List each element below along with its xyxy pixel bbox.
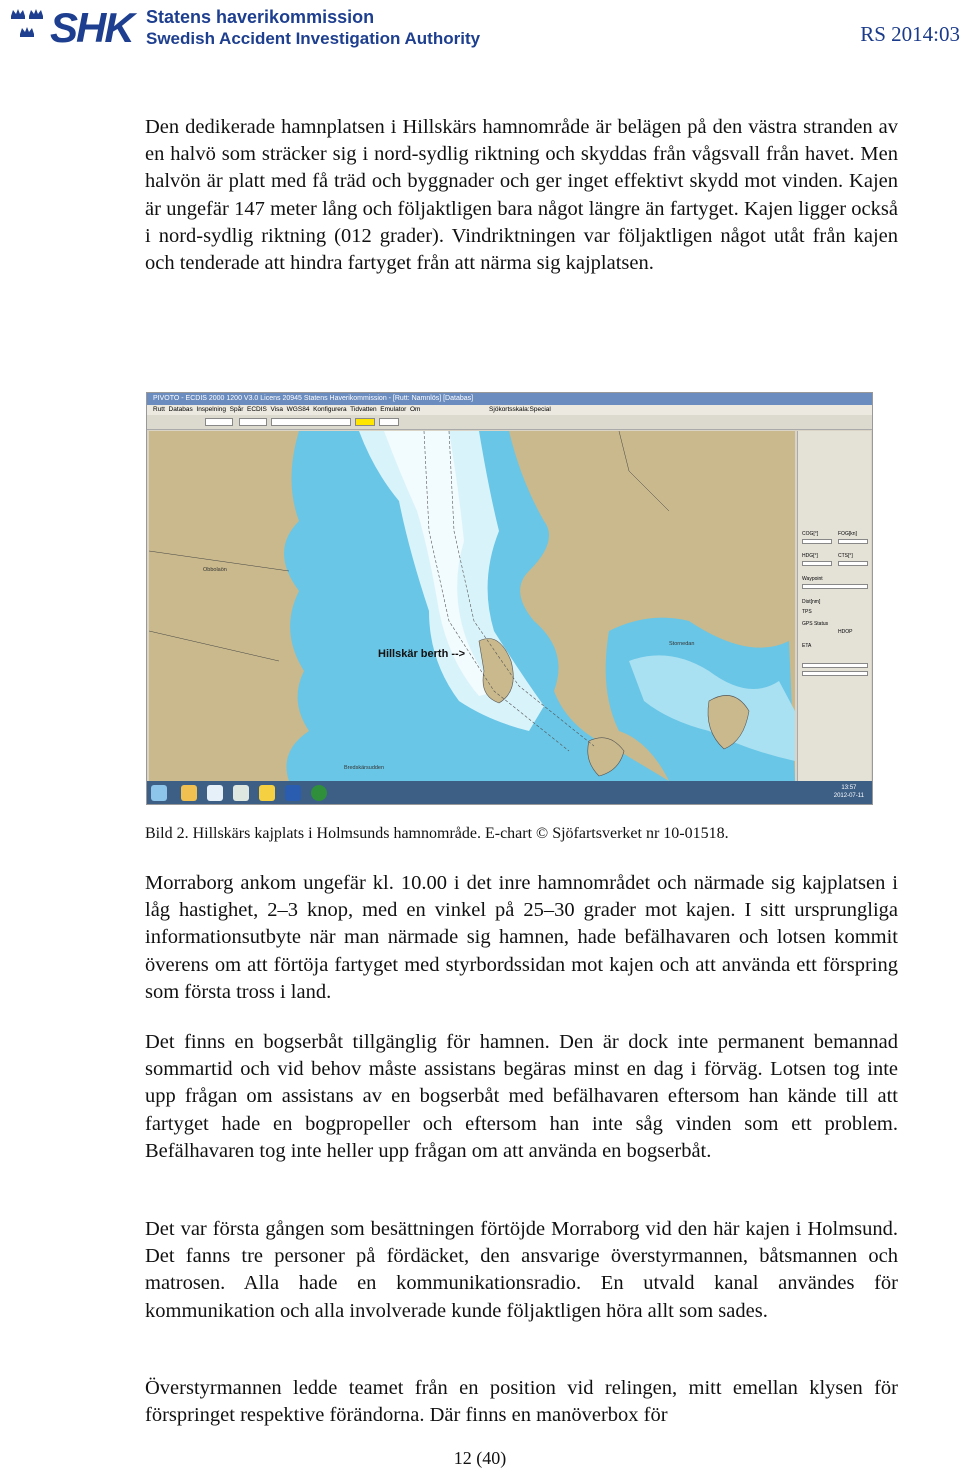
menu-item: Tidvatten (350, 406, 377, 413)
toolbar-field (271, 418, 351, 426)
paragraph-5: Överstyrmannen ledde teamet från en position vid relingen, mitt emellan klysen för förspringet respektive förändorna. Där finns en manöverbox för (145, 1377, 898, 1427)
side-label: FOG[kn] (838, 531, 857, 537)
ecdis-chart-figure (146, 392, 873, 805)
side-field (838, 539, 868, 544)
side-field (802, 561, 832, 566)
app-icon (233, 785, 249, 801)
side-field (802, 584, 868, 589)
toolbar-field (355, 418, 375, 426)
app-icon (207, 785, 223, 801)
org-name-en: Swedish Accident Investigation Authority (146, 29, 481, 48)
toolbar-field (205, 418, 233, 426)
shk-logo: SHK (50, 4, 133, 51)
hillskar-berth-label: Hillskär berth --> (378, 648, 466, 660)
paragraph-4: Det var första gången som besättningen förtöjde Morraborg vid den här kajen i Holmsund. Det fanns tre personer på fördäcket, den ansvarige överstyrmannen, båtsmannen och matrosen. Alla hade en kommunikationsradio. En utvald kanal användes för kommunikation och alla involverade kunde följaktligen höra allt som sades. (145, 1218, 898, 1322)
paragraph-2: Morraborg ankom ungefär kl. 10.00 i det inre hamnområdet och närmade sig kajplatsen i låg hastighet, 2–3 knop, med en vinkel på 25–30 grader mot kajen. I sitt ursprungliga informationsutbyte när man närmade sig hamnen, hade befälhavaren och lotsen kommit överens om att förtöja fartyget med styrbordssidan mot kajen och att använda ett förspring som första tross i land. (145, 872, 898, 1003)
document-reference: RS 2014:03 (860, 22, 960, 46)
menu-item: Sjökortsskala:Special (489, 406, 551, 413)
start-icon (151, 785, 167, 801)
map-place-label: Stornedan (669, 641, 695, 647)
side-label: ETA (802, 643, 812, 649)
chrome-icon (259, 785, 275, 801)
ecdis-side-panel (797, 431, 871, 781)
menu-item: Om (409, 406, 421, 413)
side-label: CTS[°] (838, 553, 853, 559)
org-name-sv: Statens haverikommission (146, 7, 375, 27)
side-field (802, 539, 832, 544)
nautical-chart-map (149, 431, 795, 781)
menu-item: Databas (168, 406, 193, 413)
page-header (0, 0, 960, 60)
org-name (146, 7, 480, 49)
menu-item: Emulator (380, 406, 407, 413)
menu-item: WGS84 (286, 406, 310, 413)
globe-icon (311, 785, 327, 801)
menu-item: Visa (270, 406, 284, 413)
menu-item: Rutt (153, 406, 165, 413)
clock-time: 13:57 (841, 785, 857, 791)
side-field (802, 663, 868, 668)
window-menu-bar (147, 405, 872, 415)
menu-item: Inspelning (196, 406, 227, 413)
side-label: HDOP (838, 629, 853, 635)
side-label: GPS Status (802, 621, 829, 627)
page-number: 12 (40) (453, 1448, 507, 1468)
side-label: Dist[nm] (802, 599, 821, 605)
map-place-label: Obbolaön (203, 567, 227, 573)
figure-caption: Bild 2. Hillskärs kajplats i Holmsunds hamnområde. E-chart © Sjöfartsverket nr 10-01518. (145, 825, 729, 842)
menu-item: Spår (229, 406, 244, 413)
menu-item: ECDIS (247, 406, 267, 413)
side-field (838, 561, 868, 566)
window-toolbar (147, 415, 872, 430)
side-label: HDG[°] (802, 553, 818, 559)
toolbar-field (379, 418, 399, 426)
menu-item: Konfigurera (313, 406, 347, 413)
word-icon (285, 785, 301, 801)
three-crowns-icon (8, 6, 46, 46)
taskbar-clock (834, 784, 864, 800)
chart-graphic (149, 431, 795, 781)
paragraph-1: Den dedikerade hamnplatsen i Hillskärs hamnområde är belägen på den västra stranden av en halvö som sträcker sig i nord-sydlig riktning och skyddas från vågsvall från havet. Men halvön är platt med få träd och byggnader och ger inget effektivt skydd mot vinden. Kajen är ungefär 147 meter lång och följaktligen bara något längre än fartyget. Kajen ligger också i nord-sydlig riktning (012 grader). Vindriktningen var följaktligen något utåt från kajen och tenderade att hindra fartyget från att närma sig kajplatsen. (145, 116, 898, 275)
side-label: Waypoint (802, 576, 823, 582)
paragraph-3: Det finns en bogserbåt tillgänglig för hamnen. Den är dock inte permanent bemannad sommartid och vid behov måste assistans begäras minst en dag i förväg. Lotsen tog inte upp frågan om assistans av en bogserbåt med befälhavaren eftersom han kände till att fartyget hade en bogpropeller och eftersom han inte såg vinden som ett problem. Befälhavaren tog inte heller upp frågan om att använda en bogserbåt. (145, 1031, 898, 1162)
toolbar-field (239, 418, 267, 426)
clock-date: 2012-07-11 (833, 793, 864, 799)
side-label: COG[°] (802, 531, 819, 537)
side-field (802, 671, 868, 676)
explorer-icon (181, 785, 197, 801)
map-place-label: Bredskärsudden (344, 765, 385, 771)
window-title: PIVOTO - ECDIS 2000 1200 V3.0 Licens 20945 Statens Haverikommission - [Rutt: Namnlös] [Databas] (147, 393, 872, 405)
windows-taskbar (147, 781, 872, 804)
side-label: TPS (802, 609, 812, 615)
